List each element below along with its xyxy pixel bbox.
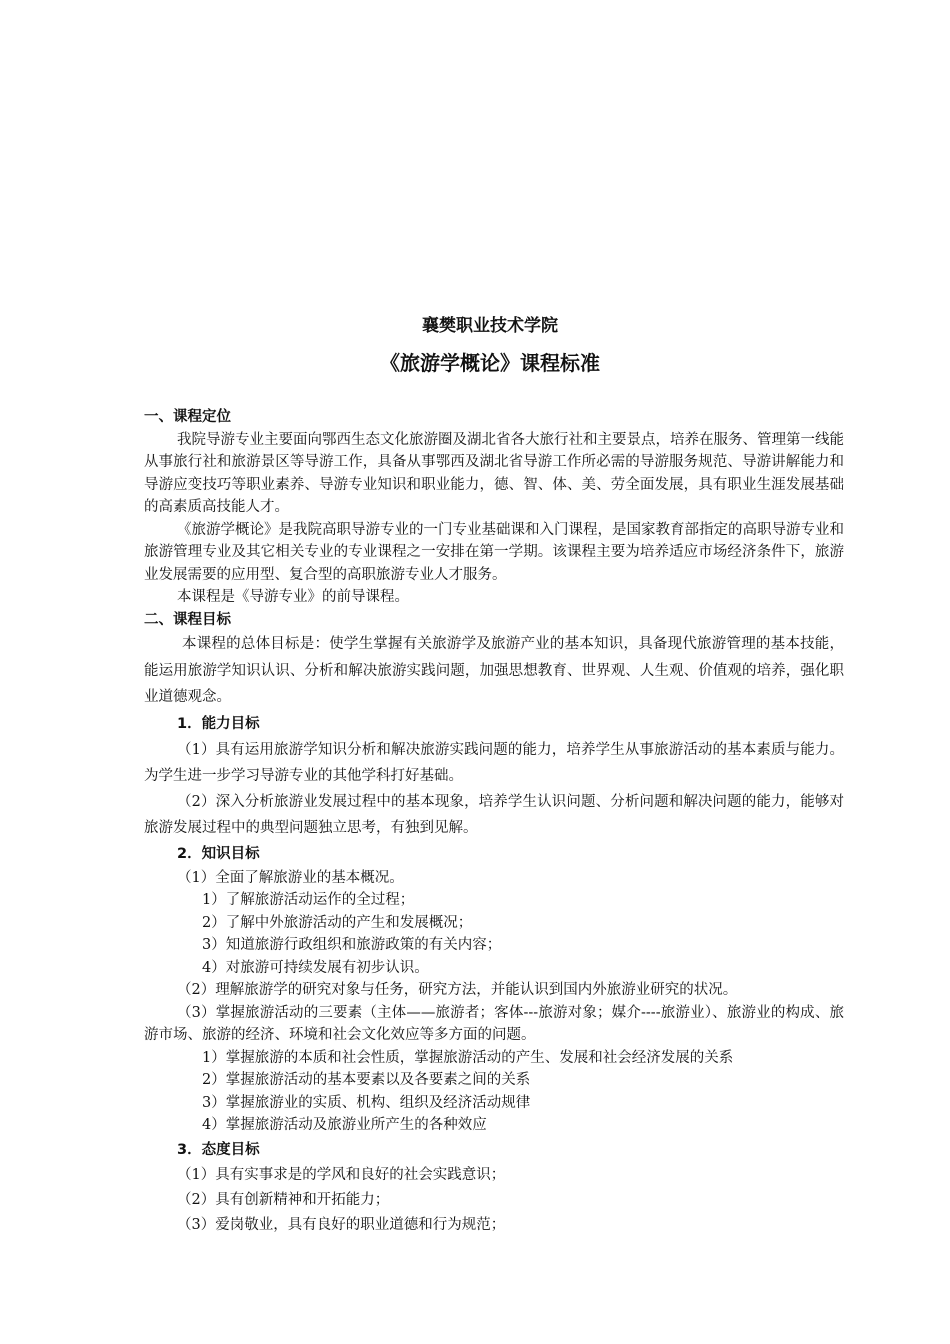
list-item: （2）具有创新精神和开拓能力； (177, 1191, 390, 1208)
paragraph: 本课程是《导游专业》的前导课程。 (177, 589, 409, 605)
section-heading-objectives: 二、课程目标 (144, 611, 231, 628)
subheading-ability: 1．能力目标 (177, 715, 260, 732)
course-title: 《旅游学概论》课程标准 (380, 351, 600, 375)
document-body (144, 406, 844, 1238)
paragraph: 我院导游专业主要面向鄂西生态文化旅游圈及湖北省各大旅行社和主要景点，培养在服务、管理第一线能从事旅行社和旅游景区等导游工作，具备从事鄂西及湖北省导游工作所必需的导游服务规范、导游讲解能力和导游应变技巧等职业素养、导游专业知识和职业能力，德、智、体、美、劳全面发展，具有职业生涯发展基础的高素质高技能人才。 (144, 431, 844, 515)
list-subitem: 1）掌握旅游的本质和社会性质，掌握旅游活动的产生、发展和社会经济发展的关系 (202, 1049, 734, 1066)
list-item: （3）爱岗敬业，具有良好的职业道德和行为规范； (177, 1216, 506, 1233)
list-item: （2）理解旅游学的研究对象与任务，研究方法，并能认识到国内外旅游业研究的状况。 (177, 982, 738, 998)
list-item: （1）具有实事求是的学风和良好的社会实践意识； (177, 1166, 506, 1183)
list-subitem: 4）掌握旅游活动及旅游业所产生的各种效应 (202, 1117, 487, 1133)
subheading-attitude: 3．态度目标 (177, 1141, 260, 1158)
list-subitem: 4）对旅游可持续发展有初步认识。 (202, 959, 429, 976)
paragraph: 《旅游学概论》是我院高职导游专业的一门专业基础课和入门课程，是国家教育部指定的高职导游专业和旅游管理专业及其它相关专业的专业课程之一安排在第一学期。该课程主要为培养适应市场经济条件下，旅游业发展需要的应用型、复合型的高职旅游专业人才服务。 (144, 521, 844, 583)
paragraph: 本课程的总体目标是：使学生掌握有关旅游学及旅游产业的基本知识，具备现代旅游管理的基本技能，能运用旅游学知识认识、分析和解决旅游实践问题，加强思想教育、世界观、人生观、价值观的培养，强化职业道德观念。 (144, 636, 844, 705)
list-item: （1）全面了解旅游业的基本概况。 (177, 869, 404, 886)
list-item: （2）深入分析旅游业发展过程中的基本现象，培养学生认识问题、分析问题和解决问题的能力，能够对旅游发展过程中的典型问题独立思考，有独到见解。 (144, 793, 844, 836)
school-name: 襄樊职业技术学院 (422, 316, 558, 336)
list-subitem: 3）掌握旅游业的实质、机构、组织及经济活动规律 (202, 1094, 531, 1111)
list-subitem: 1）了解旅游活动运作的全过程； (202, 892, 415, 908)
list-subitem: 2）掌握旅游活动的基本要素以及各要素之间的关系 (202, 1072, 531, 1088)
list-subitem: 2）了解中外旅游活动的产生和发展概况； (202, 914, 473, 931)
list-item: （1）具有运用旅游学知识分析和解决旅游实践问题的能力，培养学生从事旅游活动的基本素质与能力。为学生进一步学习导游专业的其他学科打好基础。 (144, 741, 844, 784)
list-subitem: 3）知道旅游行政组织和旅游政策的有关内容； (202, 937, 502, 953)
list-item: （3）掌握旅游活动的三要素（主体——旅游者；客体---旅游对象；媒介----旅游业）、旅游业的构成、旅游市场、旅游的经济、环境和社会文化效应等多方面的问题。 (144, 1004, 844, 1043)
section-heading-positioning: 一、课程定位 (144, 409, 231, 425)
subheading-knowledge: 2．知识目标 (177, 845, 260, 862)
